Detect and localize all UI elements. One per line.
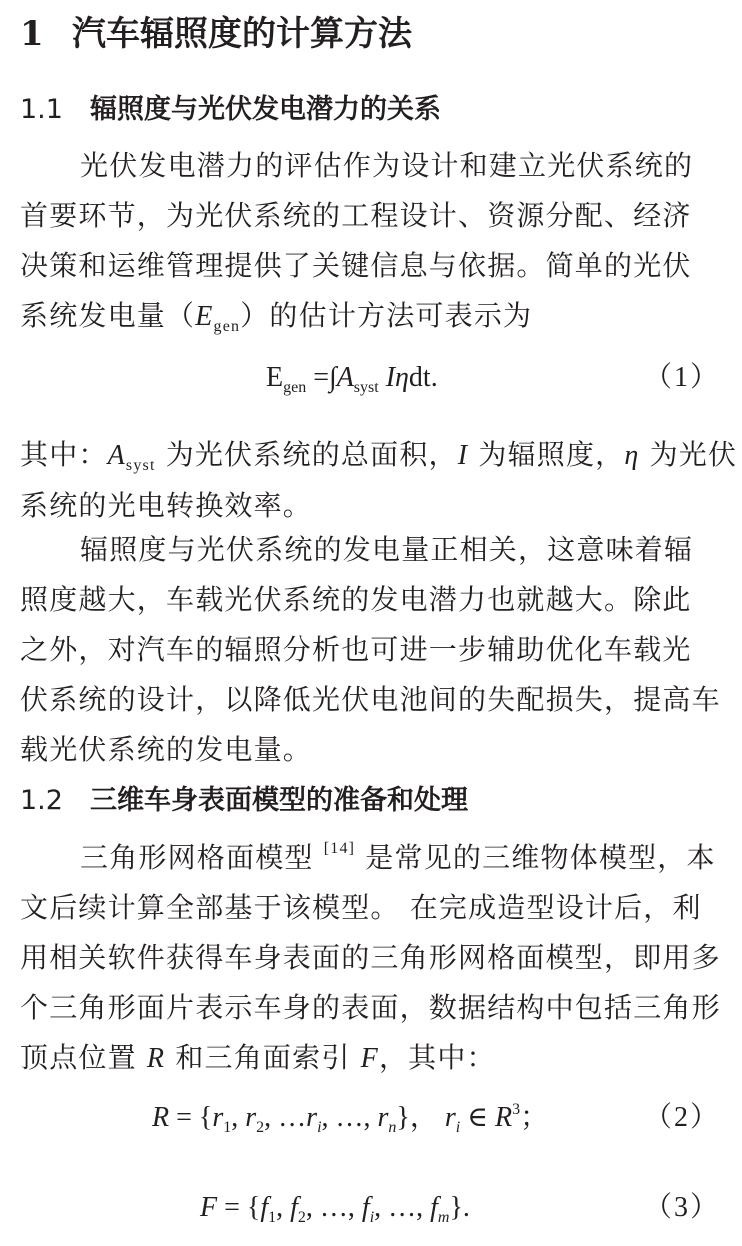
text-line: 辐照度与光伏系统的发电量正相关，这意味着辐: [80, 533, 694, 566]
citation: [14]: [323, 840, 356, 857]
subsection-number: 1.2: [20, 785, 63, 816]
equation-body: $F = \{f_1$, $f_2$, …, $f_i$, …, $f_m$}.: [200, 1192, 470, 1226]
text-line: 系统的光电转换效率。: [20, 489, 313, 522]
equation-body: $E_{gen} =\int A_{syst}$ Iηdt.: [266, 362, 438, 396]
paragraph-variable-definitions: [20, 430, 738, 531]
text-line: 之外，对汽车的辐照分析也可进一步辅助优化车载光: [20, 633, 692, 666]
text-line: 个三角形面片表示车身的表面，数据结构中包括三角形: [20, 991, 721, 1024]
text-line: 文后续计算全部基于该模型。 在完成造型设计后，利: [20, 891, 702, 924]
subsection-title: 辐照度与光伏发电潜力的关系: [90, 94, 441, 125]
text-line: 用相关软件获得车身表面的三角形网格面模型，即用多: [20, 941, 721, 974]
text-line: 系统发电量$(E_{gen})$的估计方法可表示为: [20, 299, 533, 335]
paragraph-mesh-model: [20, 833, 720, 1084]
equation-body: $R = \{r_1$, $r_2$, $\dots r_i$, …, $r_n$}， $r_i$ ∈ $R^3$；: [152, 1101, 549, 1136]
text-line: 伏系统的设计，以降低光伏电池间的失配损失，提高车: [20, 683, 721, 716]
equation-number: （3）: [643, 1192, 720, 1223]
text-line: 决策和运维管理提供了关键信息与依据。简单的光伏: [20, 249, 692, 282]
subsection-heading-1-1: [20, 90, 441, 130]
text-line: 载光伏系统的发电量。: [20, 733, 313, 766]
text-line: 照度越大，车载光伏系统的发电潜力也就越大。除此: [20, 583, 692, 616]
equation-2: [20, 1093, 720, 1143]
section-heading: [20, 8, 412, 60]
text-line: 三角形网格面模型 [14] 是常见的三维物体模型，本: [80, 840, 716, 874]
paragraph-irradiance-correlation: [20, 525, 720, 775]
subsection-title: 三维车身表面模型的准备和处理: [90, 785, 468, 816]
equation-3: [20, 1183, 720, 1233]
equation-number: （1）: [643, 362, 720, 393]
text-line: 顶点位置 R 和三角面索引 F，其中：: [20, 1041, 496, 1074]
text-line: 其中：$A_{syst}$ 为光伏系统的总面积，I 为辐照度，η 为光伏: [20, 438, 738, 474]
text-line: 光伏发电潜力的评估作为设计和建立光伏系统的: [80, 149, 694, 182]
paragraph-pv-potential: [20, 141, 720, 342]
equation-number: （2）: [643, 1102, 720, 1133]
section-title: 汽车辐照度的计算方法: [72, 14, 412, 54]
text-line: 首要环节，为光伏系统的工程设计、资源分配、经济: [20, 199, 692, 232]
equation-1: [20, 353, 720, 403]
subsection-heading-1-2: [20, 781, 468, 821]
subsection-number: 1.1: [20, 94, 63, 125]
section-number: 1: [20, 14, 44, 54]
